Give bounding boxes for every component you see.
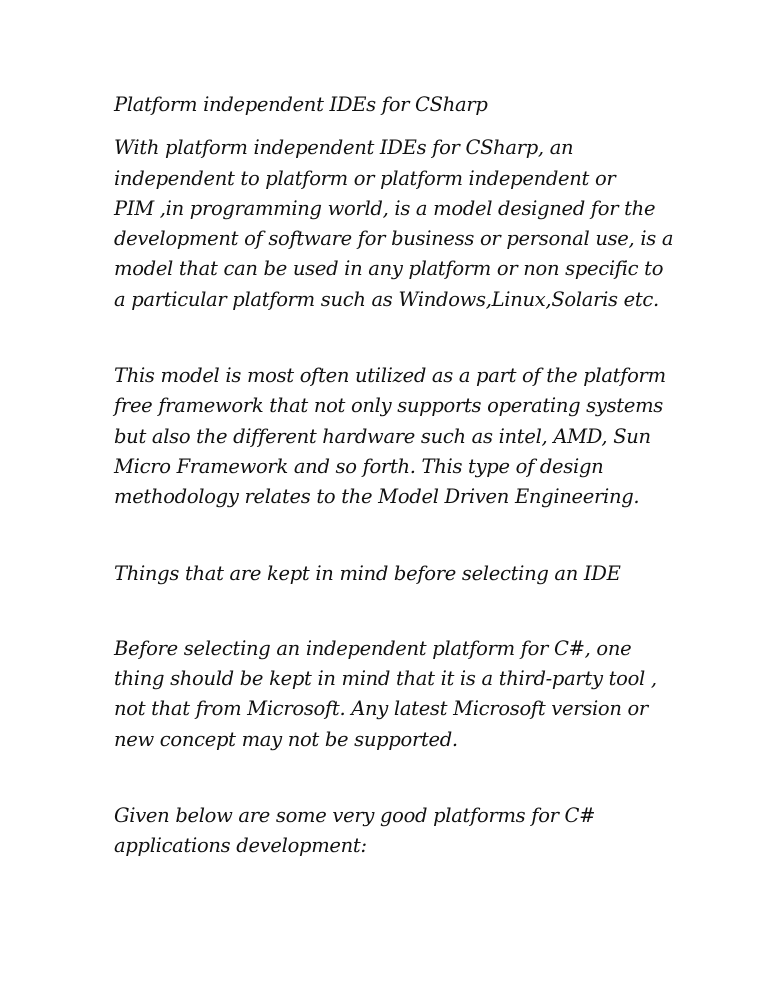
text-line: independent to platform or platform independent or — [114, 166, 616, 190]
text-line: new concept may not be supported. — [114, 727, 458, 751]
document-body — [114, 90, 674, 862]
text-line: development of software for business or personal use, is a — [114, 227, 674, 251]
text-line: This model is most often utilized as a part of the platform — [114, 364, 666, 388]
text-line: PIM ,in programming world, is a model designed for the — [114, 196, 656, 220]
text-line: applications development: — [114, 834, 367, 858]
paragraph-spacer — [114, 589, 674, 634]
paragraph-given-below — [114, 801, 674, 862]
text-line: not that from Microsoft. Any latest Microsoft version or — [114, 697, 648, 721]
paragraph-spacer — [114, 315, 674, 361]
text-line: methodology relates to the Model Driven Engineering. — [114, 485, 640, 509]
text-line: Micro Framework and so forth. This type of design — [114, 454, 604, 478]
text-line: Things that are kept in mind before selecting an IDE — [114, 561, 621, 585]
text-line: With platform independent IDEs for CSharp, an — [114, 136, 574, 160]
text-line: thing should be kept in mind that it is a third-party tool , — [114, 667, 657, 691]
text-line: Given below are some very good platforms for C# — [114, 804, 596, 828]
paragraph-intro — [114, 133, 674, 315]
text-line: free framework that not only supports operating systems — [114, 394, 663, 418]
paragraph-before-selecting — [114, 634, 674, 755]
section-heading-things-to-keep-in-mind — [114, 559, 674, 589]
text-line: model that can be used in any platform or non specific to — [114, 257, 664, 281]
text-line: a particular platform such as Windows,Linux,Solaris etc. — [114, 287, 659, 311]
paragraph-model-usage — [114, 361, 674, 512]
document-title: Platform independent IDEs for CSharp — [114, 93, 488, 116]
text-line: Before selecting an independent platform for C#, one — [114, 636, 632, 660]
text-line: but also the different hardware such as intel, AMD, Sun — [114, 424, 651, 448]
paragraph-spacer — [114, 513, 674, 559]
paragraph-spacer — [114, 755, 674, 801]
